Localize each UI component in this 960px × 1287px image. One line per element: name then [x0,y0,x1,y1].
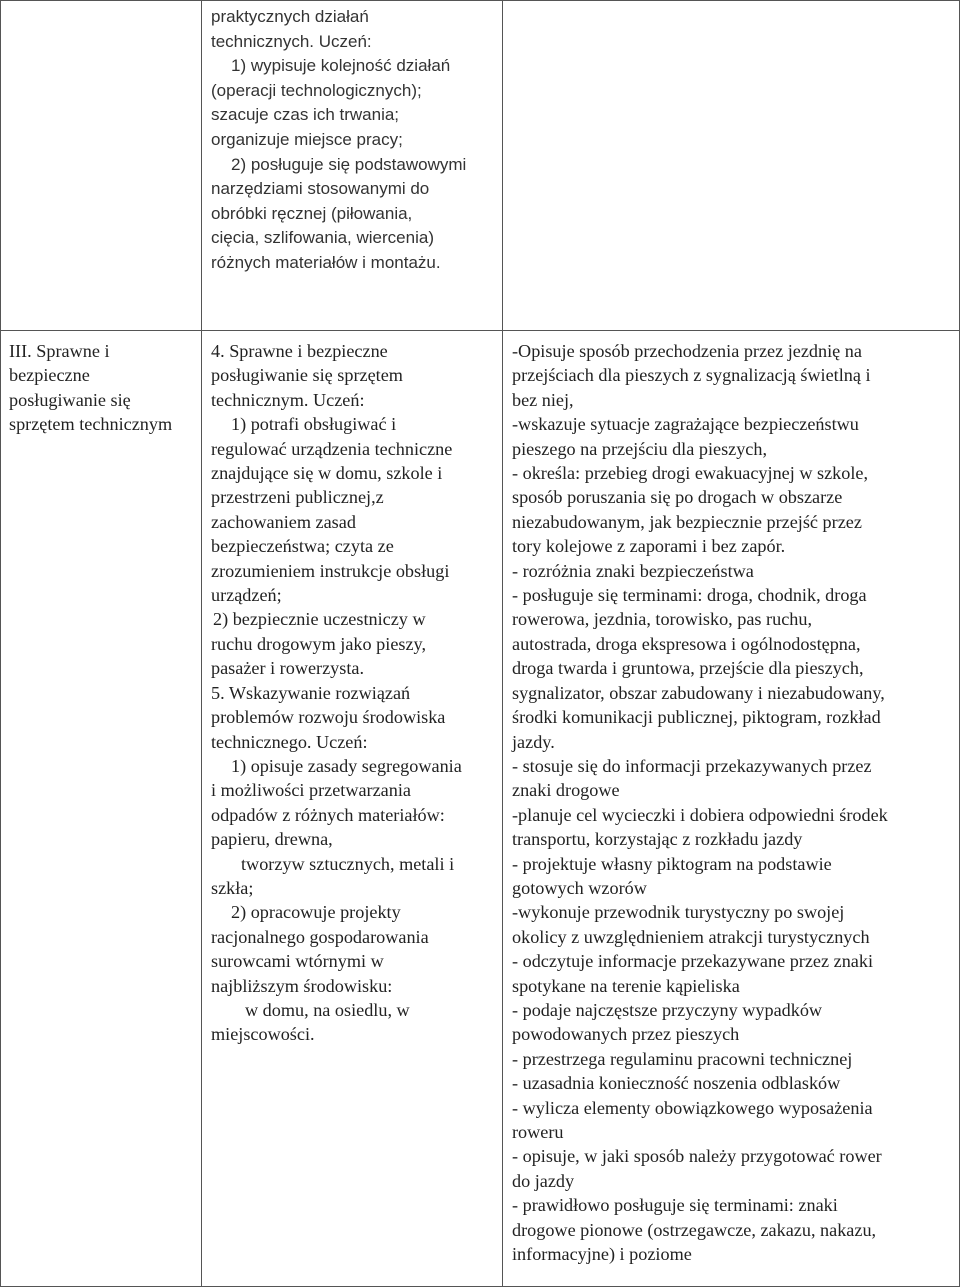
text-line: 5. Wskazywanie rozwiązań [211,682,411,703]
row2-area-text [1,331,201,437]
text-line: 2) bezpiecznie uczestniczy w [213,609,426,630]
text-line: praktycznych działań [211,7,369,26]
text-line: posługiwanie się sprzętem [211,365,403,386]
text-line: informacyjne) i poziome [512,1244,692,1265]
row1-content-text [202,1,502,276]
text-line: przejściach dla pieszych z sygnalizacją świetlną i [512,365,871,386]
text-line: okolicy z uwzględnieniem atrakcji turystycznych [512,926,870,947]
text-line: autostrada, droga ekspresowa i ogólnodostępna, [512,633,861,654]
text-line: gotowych wzorów [512,877,647,898]
text-line: znaki drogowe [512,780,620,801]
text-line: -Opisuje sposób przechodzenia przez jezdnię na [512,341,862,361]
text-line: szkła; [211,877,254,898]
text-line: 2) opracowuje projekty [231,902,401,923]
table-row [1,331,960,1287]
text-line: - rozróżnia znaki bezpieczeństwa [512,560,754,581]
text-line: rowerowa, jezdnia, torowisko, pas ruchu, [512,609,813,630]
text-line: regulować urządzenia techniczne [211,438,453,459]
text-line: racjonalnego gospodarowania [211,926,429,947]
text-line: 1) wypisuje kolejność działań [231,56,451,76]
text-line: jazdy. [512,731,555,752]
text-line: papieru, drewna, [211,829,333,850]
row1-content-cell [202,1,503,331]
text-line: - stosuje się do informacji przekazywanych przez [512,755,872,776]
text-line: sygnalizator, obszar zabudowany i niezabudowany, [512,682,885,703]
text-line: do jazdy [512,1170,575,1191]
text-line: spotykane na terenie kąpieliska [512,975,740,996]
row2-content-text [202,331,502,1047]
text-line: -wykonuje przewodnik turystyczny po swojej [512,902,845,923]
text-line: (operacji technologicznych); [211,80,422,100]
text-line: urządzeń; [211,585,282,606]
text-line: 1) opisuje zasady segregowania [231,755,462,776]
text-line: III. Sprawne i [9,341,110,361]
text-line: -planuje cel wycieczki i dobiera odpowiedni środek [512,804,888,825]
text-line: - wylicza elementy obowiązkowego wyposażenia [512,1097,873,1118]
text-line: niezabudowanym, jak bezpiecznie przejść przez [512,511,862,532]
text-line: bez niej, [512,389,574,410]
text-line: - określa: przebieg drogi ewakuacyjnej w szkole, [512,463,869,484]
text-line: - projektuje własny piktogram na podstawie [512,853,832,874]
text-line: - przestrzega regulaminu pracowni technicznej [512,1048,853,1069]
table-row [1,1,960,331]
text-line: droga twarda i gruntowa, przejście dla pieszych, [512,658,864,679]
text-line: tworzyw sztucznych, metali i [241,853,455,874]
row1-area-cell [1,1,202,331]
text-line: powodowanych przez pieszych [512,1024,740,1045]
text-line: środki komunikacji publicznej, piktogram, rozkład [512,707,881,728]
text-line: - posługuje się terminami: droga, chodnik, droga [512,585,867,606]
text-line: tory kolejowe z zaporami i bez zapór. [512,536,786,557]
text-line: w domu, na osiedlu, w [245,999,410,1020]
row2-area-cell [1,331,202,1287]
text-line: posługiwanie się [9,389,131,410]
text-line: - podaje najczęstsze przyczyny wypadków [512,999,823,1020]
text-line: technicznym. Uczeń: [211,389,365,410]
text-line: -wskazuje sytuacje zagrażające bezpieczeństwu [512,414,859,435]
text-line: - prawidłowo posługuje się terminami: znaki [512,1195,838,1216]
text-line: problemów rozwoju środowiska [211,707,446,728]
text-line: miejscowości. [211,1024,315,1045]
row2-outcomes-text [503,331,959,1266]
text-line: organizuje miejsce pracy; [211,129,403,149]
text-line: technicznego. Uczeń: [211,731,368,752]
text-line: obróbki ręcznej (piłowania, [211,203,413,223]
text-line: różnych materiałów i montażu. [211,252,441,272]
text-line: narzędziami stosowanymi do [211,179,430,199]
text-line: zrozumieniem instrukcje obsługi [211,560,450,581]
text-line: odpadów z różnych materiałów: [211,804,445,825]
text-line: 2) posługuje się podstawowymi [231,154,467,174]
text-line: 4. Sprawne i bezpieczne [211,341,388,361]
text-line: - odczytuje informacje przekazywane przez znaki [512,951,874,972]
text-line: - uzasadnia konieczność noszenia odblasków [512,1073,841,1094]
text-line: drogowe pionowe (ostrzegawcze, zakazu, nakazu, [512,1219,877,1240]
text-line: najbliższym środowisku: [211,975,393,996]
text-line: - opisuje, w jaki sposób należy przygotować rower [512,1146,882,1167]
text-line: przestrzeni publicznej,z [211,487,384,508]
text-line: zachowaniem zasad [211,511,356,532]
text-line: pasażer i rowerzysta. [211,658,364,679]
text-line: bezpieczne [9,365,90,386]
text-line: znajdujące się w domu, szkole i [211,463,443,484]
text-line: bezpieczeństwa; czyta ze [211,536,394,557]
text-line: sprzętem technicznym [9,414,173,435]
text-line: ruchu drogowym jako pieszy, [211,633,426,654]
text-line: cięcia, szlifowania, wiercenia) [211,228,434,248]
row2-outcomes-cell [503,331,960,1287]
text-line: 1) potrafi obsługiwać i [231,414,397,435]
text-line: surowcami wtórnymi w [211,951,384,972]
text-line: sposób poruszania się po drogach w obszarze [512,487,843,508]
text-line: roweru [512,1122,564,1142]
row2-content-cell [202,331,503,1287]
text-line: technicznych. Uczeń: [211,31,372,51]
text-line: pieszego na przejściu dla pieszych, [512,438,768,459]
text-line: transportu, korzystając z rozkładu jazdy [512,829,803,850]
text-line: szacuje czas ich trwania; [211,105,400,125]
text-line: i możliwości przetwarzania [211,780,411,801]
row1-outcomes-cell [503,1,960,331]
